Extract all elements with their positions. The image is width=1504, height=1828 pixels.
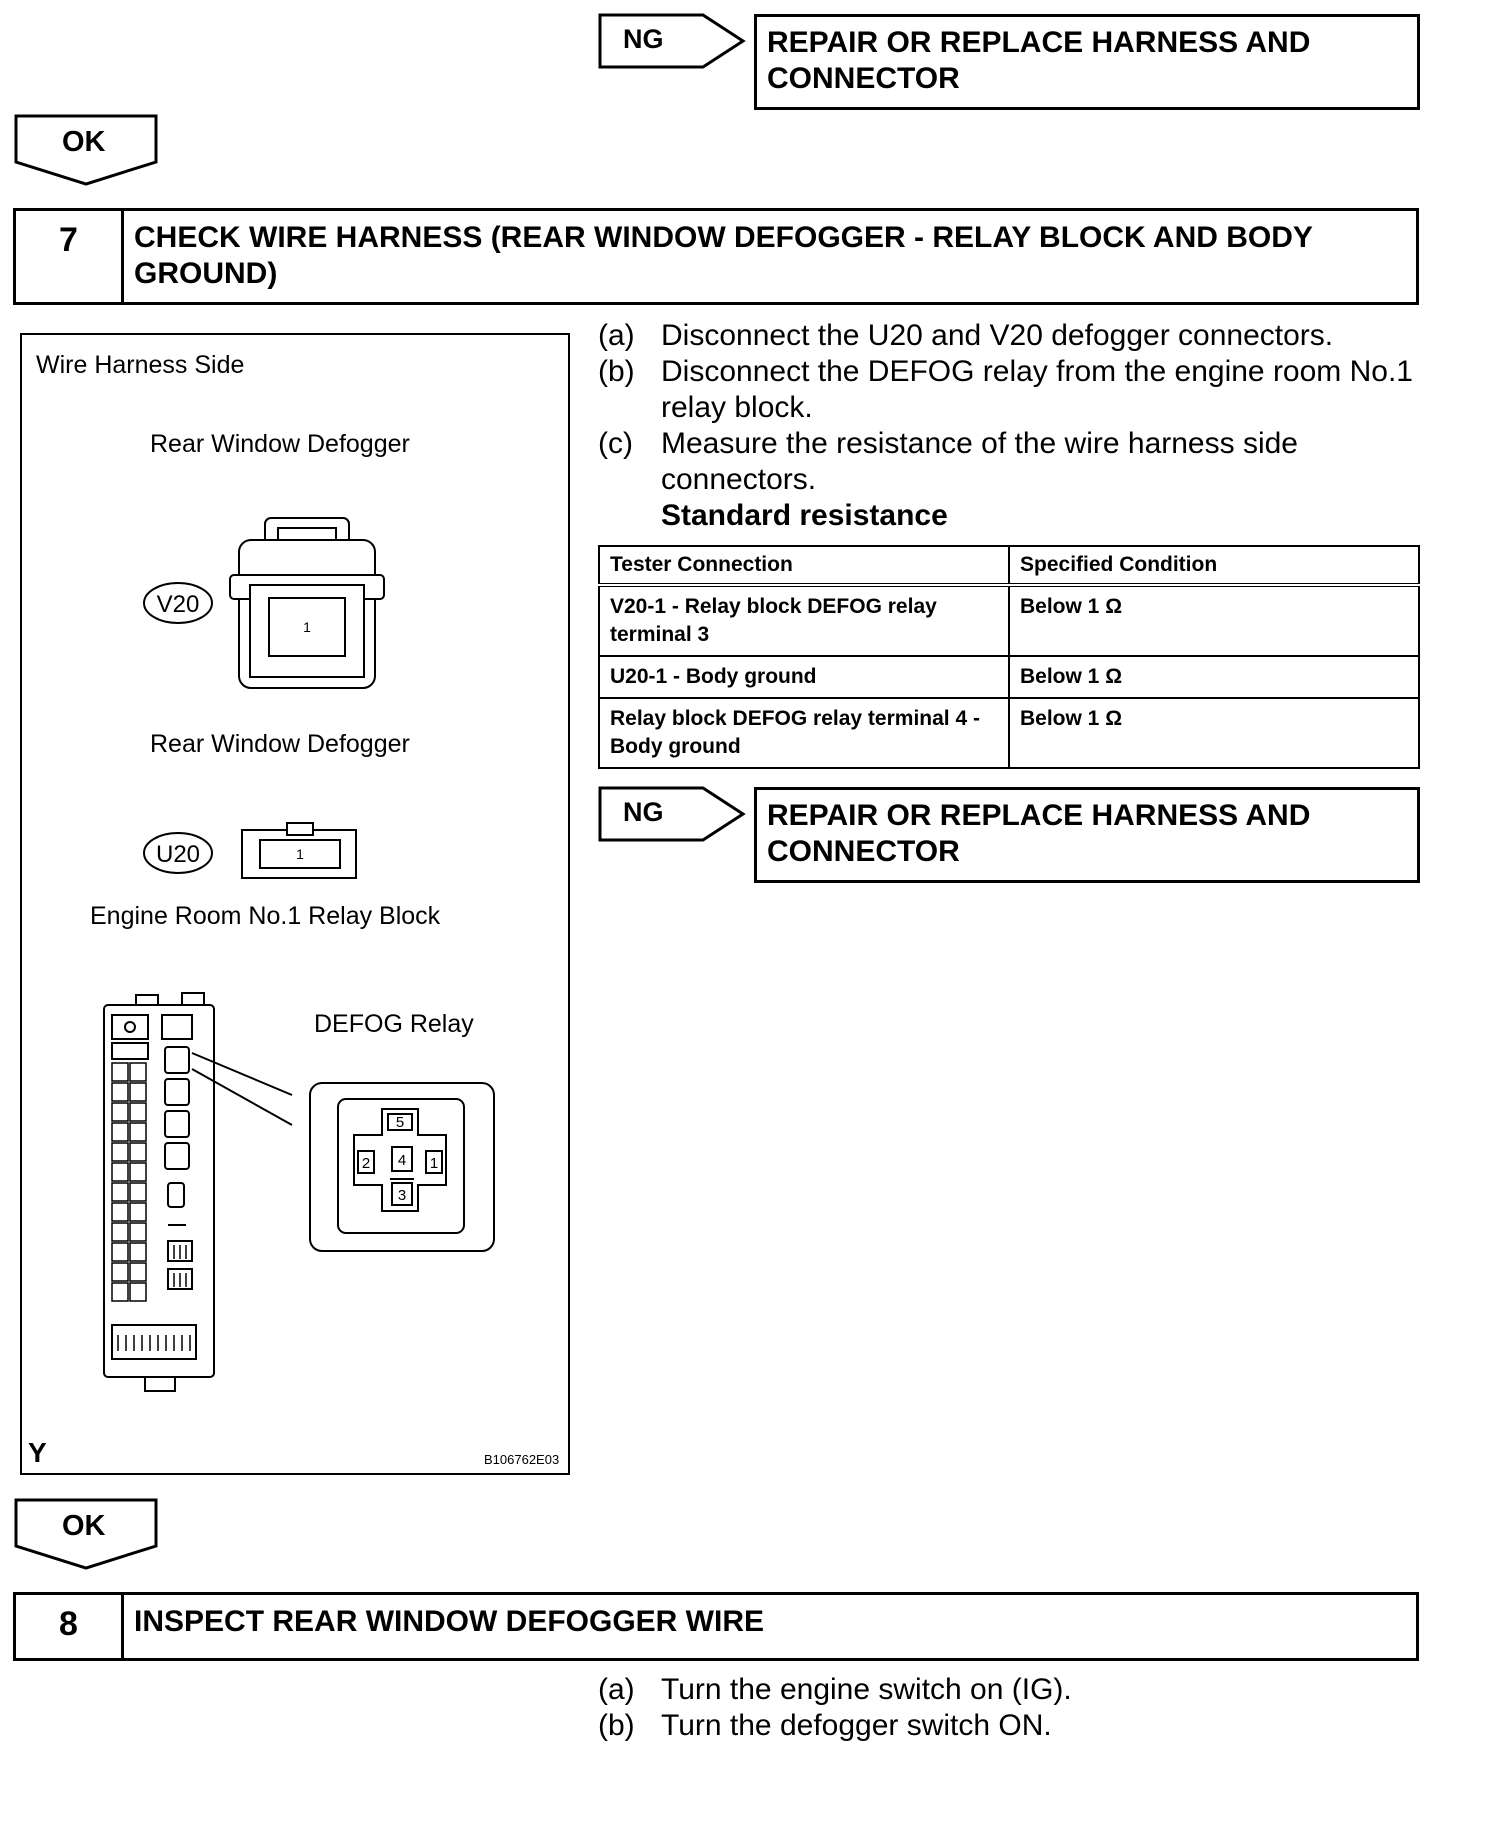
table-cell: Below 1 Ω bbox=[1009, 698, 1419, 768]
table-cell: Below 1 Ω bbox=[1009, 656, 1419, 698]
instruction-a: (a) Turn the engine switch on (IG). bbox=[598, 1673, 1072, 1706]
table-header: Tester Connection bbox=[599, 546, 1009, 585]
figure-corner-mark: Y bbox=[28, 1437, 47, 1468]
instruction-a: (a) Disconnect the U20 and V20 defogger connectors. bbox=[598, 319, 1334, 352]
relay-pin-3: 3 bbox=[397, 1187, 407, 1204]
step-7-number: 7 bbox=[16, 211, 124, 302]
step-8-instructions bbox=[598, 1672, 1428, 1744]
instruction-b: (b) Turn the defogger switch ON. bbox=[598, 1709, 1052, 1742]
step-8-title: INSPECT REAR WINDOW DEFOGGER WIRE bbox=[134, 1605, 764, 1638]
step-7-instructions bbox=[598, 318, 1428, 534]
connector-v20-label: V20 bbox=[156, 591, 200, 618]
table-cell: Relay block DEFOG relay terminal 4 - Body ground bbox=[599, 698, 1009, 768]
v20-pin-1: 1 bbox=[303, 619, 311, 635]
connector-u20-label: U20 bbox=[155, 841, 201, 868]
relay-pin-1: 1 bbox=[429, 1155, 439, 1172]
figure-title: Wire Harness Side bbox=[36, 351, 245, 379]
connector-diagrams bbox=[22, 335, 568, 1473]
figure-label-defogger-2: Rear Window Defogger bbox=[150, 730, 410, 758]
step-7-title: CHECK WIRE HARNESS (REAR WINDOW DEFOGGER - RELAY BLOCK AND BODY GROUND) bbox=[134, 221, 1313, 290]
standard-resistance-heading: Standard resistance bbox=[661, 499, 948, 532]
step-8-number: 8 bbox=[16, 1595, 124, 1658]
figure-code: B106762E03 bbox=[484, 1452, 560, 1467]
relay-pin-4: 4 bbox=[397, 1152, 407, 1169]
table-row bbox=[599, 585, 1419, 656]
table-row bbox=[599, 656, 1419, 698]
table-cell: Below 1 Ω bbox=[1009, 585, 1419, 656]
step-7-header bbox=[13, 208, 1419, 305]
ng-arrow-top bbox=[598, 13, 746, 69]
relay-pin-5: 5 bbox=[395, 1114, 405, 1131]
figure-label-defog-relay: DEFOG Relay bbox=[314, 1010, 474, 1038]
u20-pin-1: 1 bbox=[296, 846, 304, 862]
instruction-c: (c) Measure the resistance of the wire harness side connectors. bbox=[598, 427, 1298, 496]
resistance-table bbox=[598, 545, 1420, 769]
ng-arrow-step-7 bbox=[598, 786, 746, 842]
figure-label-relay-block: Engine Room No.1 Relay Block bbox=[90, 902, 441, 930]
instruction-b: (b) Disconnect the DEFOG relay from the engine room No.1 relay block. bbox=[598, 355, 1413, 424]
table-row bbox=[599, 698, 1419, 768]
ok-label-1: OK bbox=[62, 126, 106, 158]
repair-result-box-step-7: REPAIR OR REPLACE HARNESS AND CONNECTOR bbox=[754, 787, 1420, 883]
relay-block bbox=[104, 993, 292, 1391]
table-cell: V20-1 - Relay block DEFOG relay terminal 3 bbox=[599, 585, 1009, 656]
ng-label-top: NG bbox=[623, 24, 664, 54]
repair-result-box-top: REPAIR OR REPLACE HARNESS AND CONNECTOR bbox=[754, 14, 1420, 110]
relay-pin-2: 2 bbox=[361, 1155, 371, 1172]
ng-label-step-7: NG bbox=[623, 797, 664, 827]
ok-label-2: OK bbox=[62, 1510, 106, 1542]
step-8-header bbox=[13, 1592, 1419, 1661]
table-cell: U20-1 - Body ground bbox=[599, 656, 1009, 698]
table-header: Specified Condition bbox=[1009, 546, 1419, 585]
wiring-figure bbox=[20, 333, 570, 1475]
figure-label-defogger-1: Rear Window Defogger bbox=[150, 430, 410, 458]
